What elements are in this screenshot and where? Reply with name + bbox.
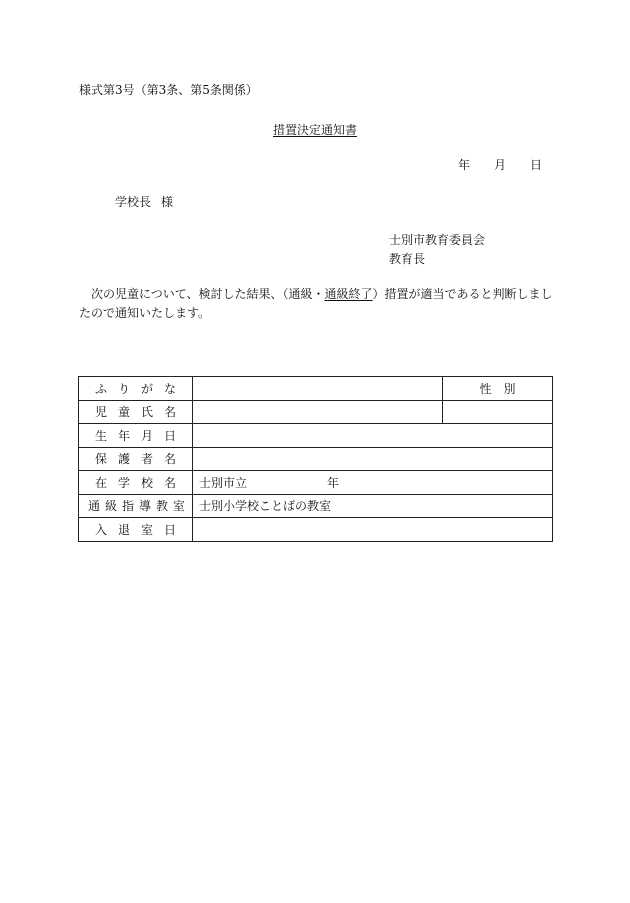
- gender-value[interactable]: [443, 400, 553, 424]
- date-year-unit: 年: [458, 158, 471, 172]
- table-row-school: [79, 471, 553, 495]
- table-row-entry-exit: [79, 518, 553, 542]
- school-name: 士別市立: [199, 475, 248, 490]
- addressee-honorific: 様: [161, 195, 174, 209]
- gender-label: 性 別: [443, 377, 553, 401]
- guardian-label: 保 護 者 名: [79, 447, 193, 471]
- document-title: 措置決定通知書: [272, 123, 357, 137]
- body-text: [79, 285, 554, 323]
- table-row-child-name: [79, 400, 553, 424]
- birthdate-value[interactable]: [193, 424, 553, 448]
- body-text-part2: ）措置が適当であると判断しましたので通知いたします。: [79, 287, 553, 320]
- body-text-part1: 次の児童について、検討した結果、（通級・: [91, 287, 325, 301]
- sender-organization: 士別市教育委員会: [389, 233, 486, 247]
- sender-title: 教育長: [389, 252, 426, 266]
- date-line: [458, 156, 542, 173]
- table-row-guardian: [79, 447, 553, 471]
- form-number: 様式第3号（第3条、第5条関係）: [79, 83, 258, 97]
- school-value[interactable]: [193, 471, 553, 495]
- furigana-label: ふ り が な: [79, 377, 193, 401]
- entry-exit-label: 入 退 室 日: [79, 518, 193, 542]
- table-row-furigana: [79, 377, 553, 401]
- table-row-class: [79, 494, 553, 518]
- entry-exit-value[interactable]: [193, 518, 553, 542]
- furigana-value[interactable]: [193, 377, 443, 401]
- student-info-table: [78, 376, 553, 542]
- table-row-birthdate: [79, 424, 553, 448]
- child-name-label: 児 童 氏 名: [79, 400, 193, 424]
- child-name-value[interactable]: [193, 400, 443, 424]
- addressee: [115, 193, 173, 210]
- addressee-name: 学校長: [115, 195, 152, 209]
- body-text-underlined: 通級終了: [324, 287, 373, 301]
- class-value[interactable]: 士別小学校ことばの教室: [193, 494, 553, 518]
- school-year-unit: 年: [327, 475, 340, 490]
- date-month-unit: 月: [494, 158, 507, 172]
- school-label: 在 学 校 名: [79, 471, 193, 495]
- date-day-unit: 日: [530, 158, 543, 172]
- guardian-value[interactable]: [193, 447, 553, 471]
- class-label: 通 級 指 導 教 室: [79, 494, 193, 518]
- birthdate-label: 生 年 月 日: [79, 424, 193, 448]
